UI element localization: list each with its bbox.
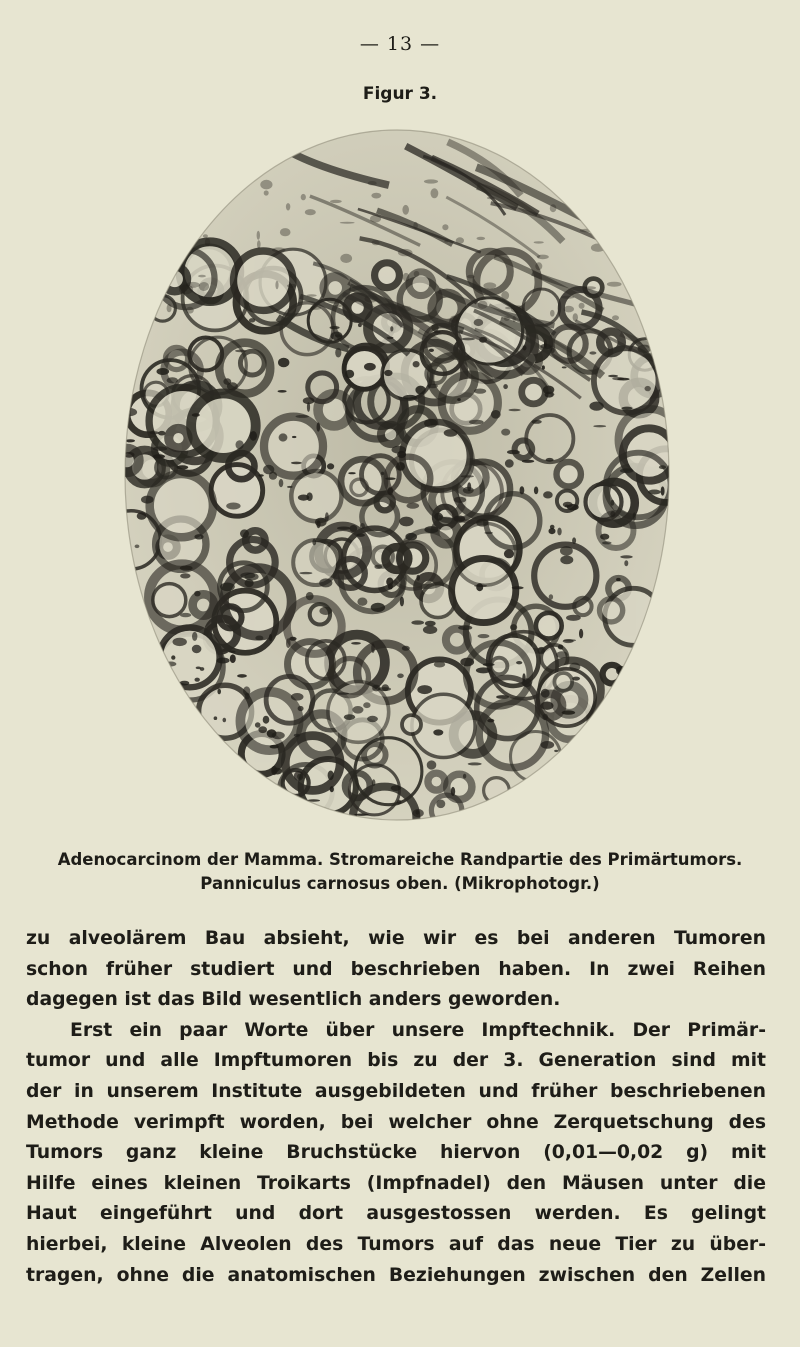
figure-caption <box>0 848 800 896</box>
text-line: schon früher studiert und beschrieben haben. In zwei Reihen <box>26 958 766 980</box>
text-line: Methode verimpft worden, bei welcher ohne Zerquetschung des <box>26 1111 766 1133</box>
text-line: der in unserem Institute ausgebildeten und früher beschriebenen <box>26 1080 766 1102</box>
text-line: Haut eingeführt und dort ausgestossen werden. Es gelingt <box>26 1203 766 1225</box>
caption-line-1: Adenocarcinom der Mamma. Stromareiche Randpartie des Primärtumors. <box>57 850 743 869</box>
micrograph-image <box>116 120 678 830</box>
body-paragraphs <box>26 924 766 1291</box>
text-line: dagegen ist das Bild wesentlich anders geworden. <box>26 989 561 1011</box>
text-line: Hilfe eines kleinen Troikarts (Impfnadel) den Mäusen unter die <box>26 1172 766 1194</box>
text-line: Tumors ganz kleine Bruchstücke hiervon (0,01—0,02 g) mit <box>26 1142 766 1164</box>
text-line: tumor und alle Impftumoren bis zu der 3. Generation sind mit <box>26 1050 766 1072</box>
text-line: hierbei, kleine Alveolen des Tumors auf das neue Tier zu über- <box>26 1233 766 1255</box>
text-line: Erst ein paar Worte über unsere Impftechnik. Der Primär- <box>70 1019 766 1041</box>
text-line: zu alveolärem Bau absieht, wie wir es bei anderen Tumoren <box>26 928 766 949</box>
figure-label: Figur 3. <box>362 84 438 104</box>
page-number: — 13 — <box>359 33 441 55</box>
caption-line-2: Panniculus carnosus oben. (Mikrophotogr.) <box>200 874 600 893</box>
text-line: tragen, ohne die anatomischen Beziehungen zwischen den Zellen <box>26 1264 766 1286</box>
